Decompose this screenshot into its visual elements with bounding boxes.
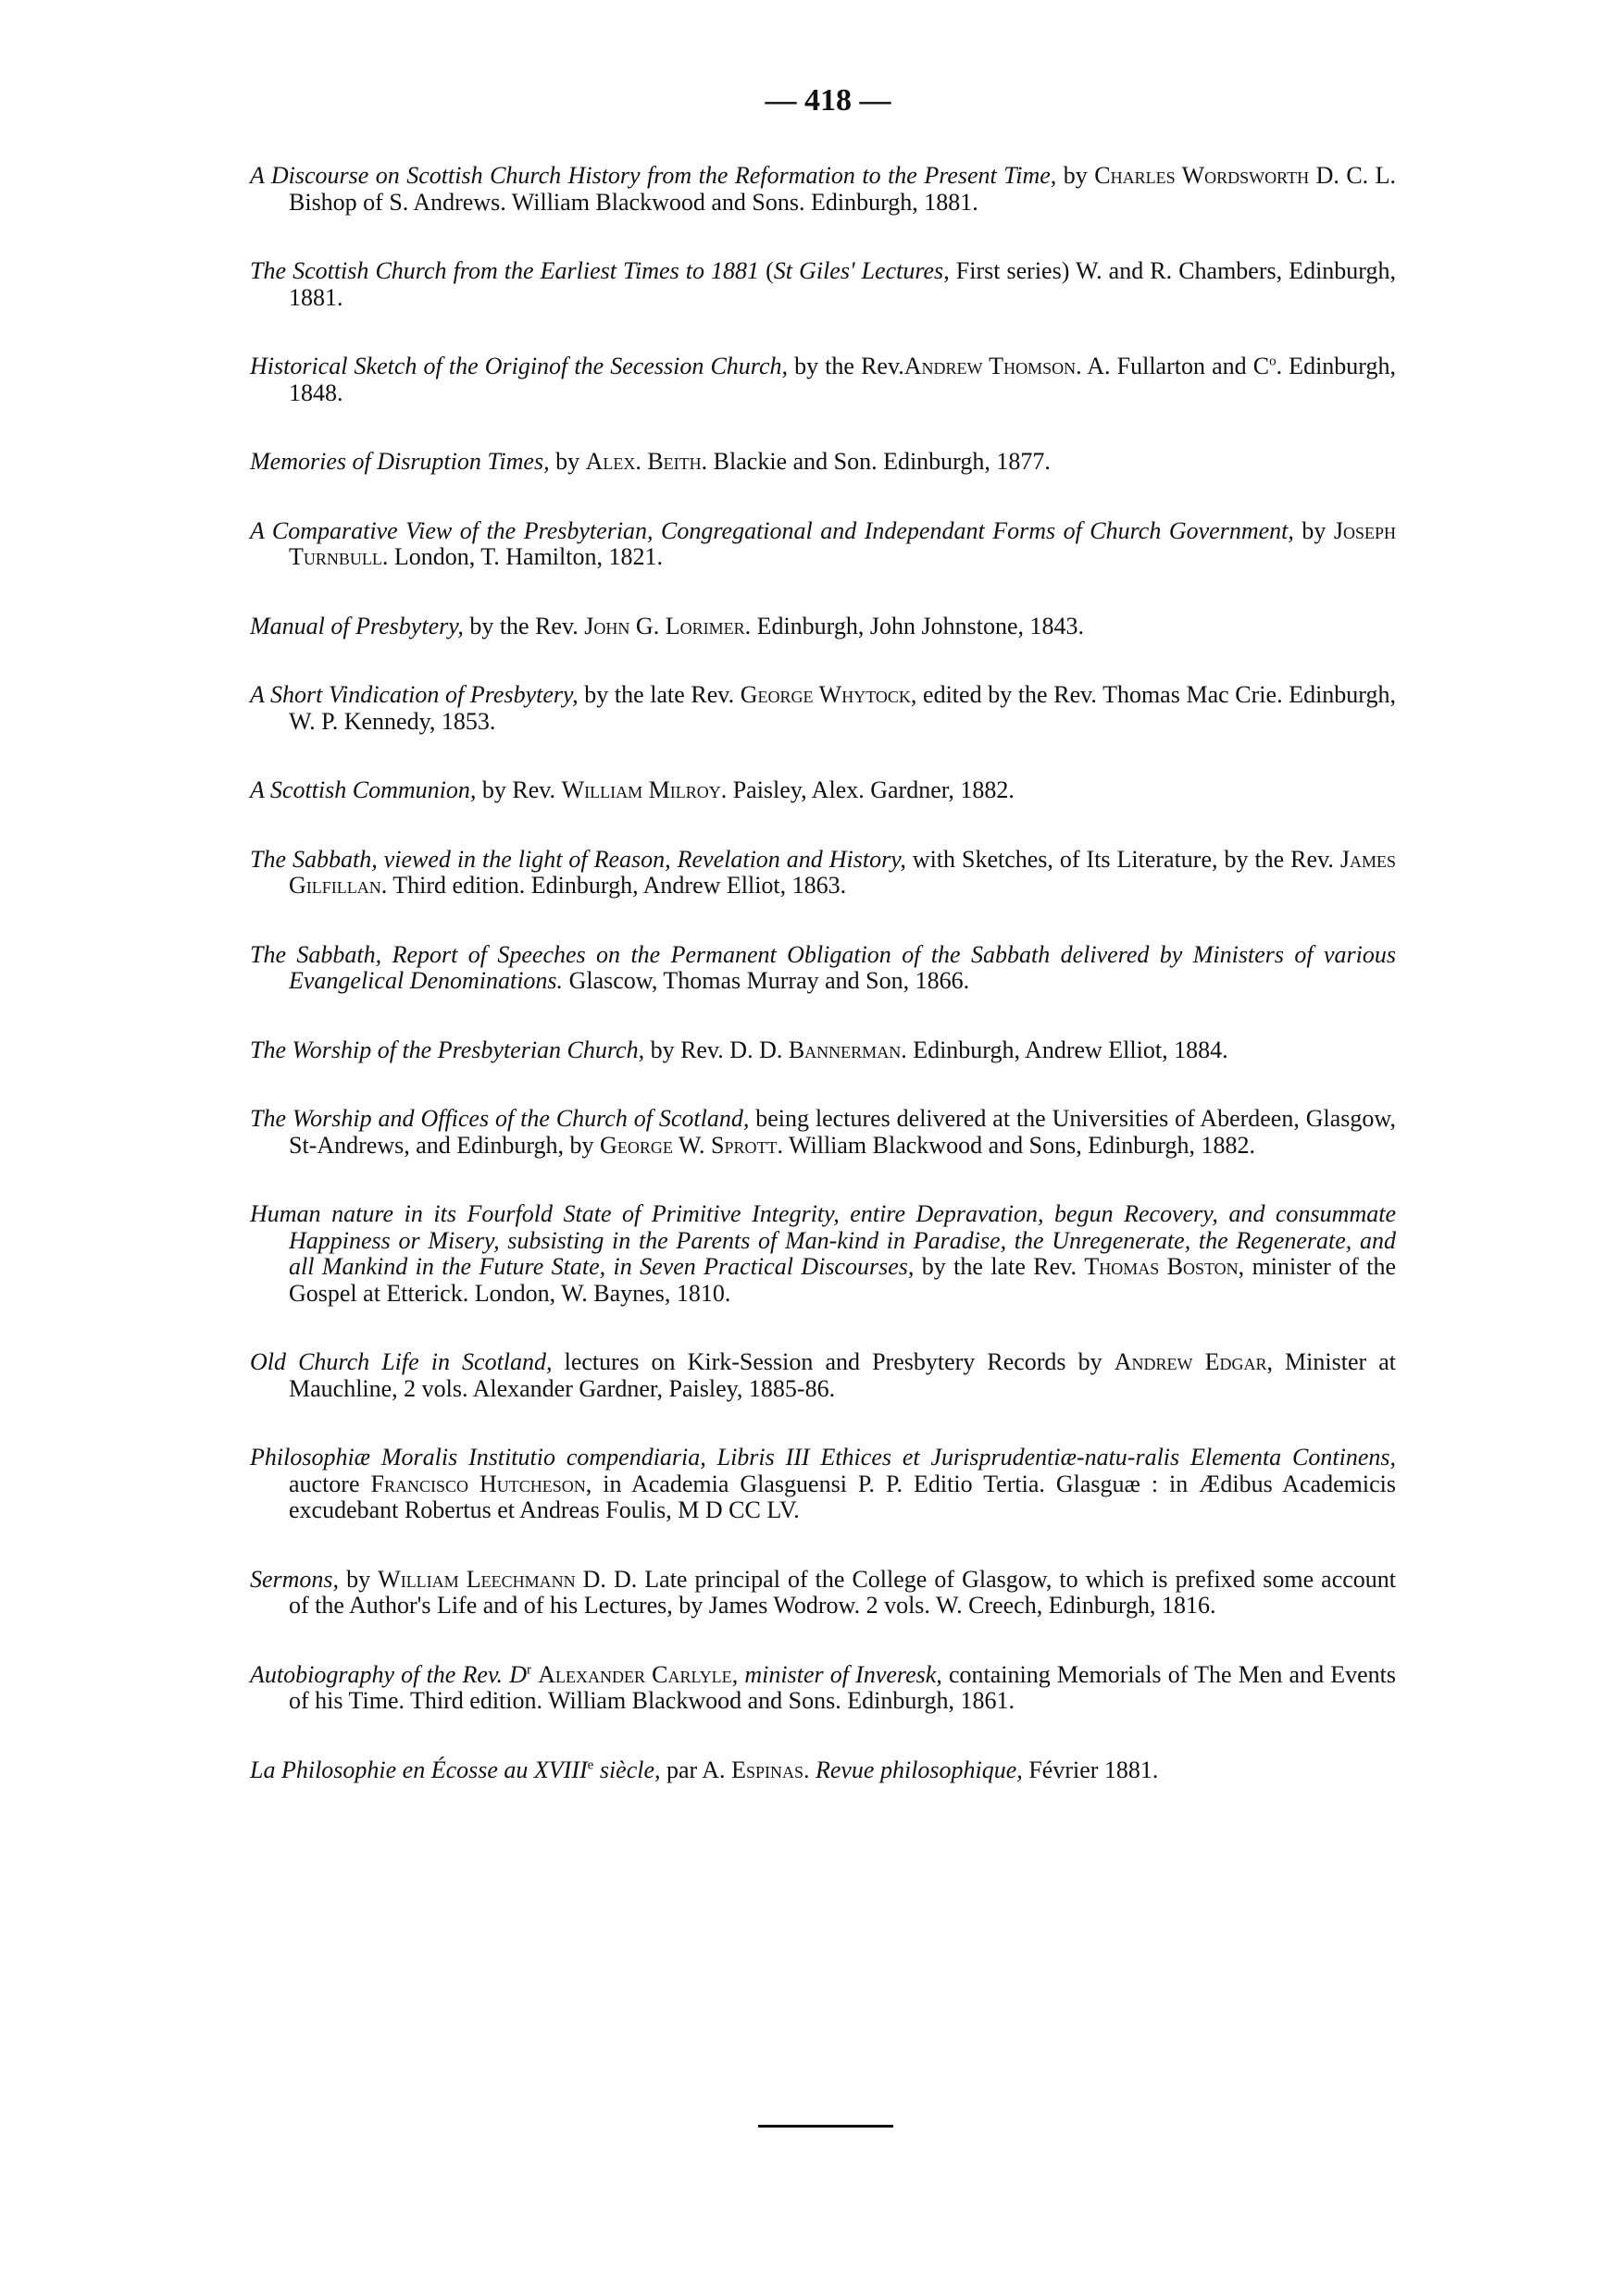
bibliography-entry xyxy=(250,1567,1396,1620)
entry-title: Revue philosophique, xyxy=(815,1756,1023,1783)
entry-title: Historical Sketch of the Originof the Secession Church, xyxy=(250,353,788,379)
entry-text: by xyxy=(339,1565,379,1593)
entry-title: Manual of Presbytery, xyxy=(250,612,464,639)
entry-text: . Blackie and Son. Edinburgh, 1877. xyxy=(701,448,1051,475)
entry-title: A Short Vindication of Presbytery, xyxy=(250,681,579,708)
entry-title: Memories of Disruption Times, xyxy=(250,448,550,475)
entry-author: Charles Wordsworth xyxy=(1094,162,1310,189)
entry-author: James Gilfillan xyxy=(289,845,1396,899)
entry-text: by xyxy=(1293,516,1334,544)
entry-author: Alex. Beith xyxy=(585,448,702,475)
entry-text: . Third edition. Edinburgh, Andrew Elliot, 1863. xyxy=(380,872,847,899)
entry-text: . Paisley, Alex. Gardner, 1882. xyxy=(720,776,1015,803)
entry-text: par A. xyxy=(660,1756,732,1783)
entry-author: John G. Lorimer xyxy=(584,612,745,639)
entry-text: . Edinburgh, Andrew Elliot, 1884. xyxy=(901,1036,1228,1063)
entry-title: Old Church Life in Scotland, xyxy=(250,1348,553,1375)
entry-text: by the Rev. xyxy=(463,612,585,639)
entry-author: George W. Sprott xyxy=(600,1131,778,1159)
bibliography-entry xyxy=(250,942,1396,995)
entry-title: The Sabbath, xyxy=(250,940,382,968)
entry-title: La Philosophie en Écosse au XVIII xyxy=(250,1756,588,1783)
entry-text xyxy=(381,941,392,968)
entry-author: Francisco Hutcheson xyxy=(370,1470,586,1497)
entry-title: Philosophiæ Moralis Institutio compendiaria, Libris III Ethices et Jurisprudentiæ-natu-ralis Elementa Continens, xyxy=(250,1444,1396,1471)
bibliography-entry xyxy=(250,777,1396,804)
bibliography-entry xyxy=(250,354,1396,406)
entry-author: William Leechmann xyxy=(378,1565,576,1593)
entry-text: by xyxy=(1056,162,1095,189)
bibliography-entry xyxy=(250,1037,1396,1064)
entry-text: , xyxy=(731,1660,745,1688)
bibliography-entry xyxy=(250,1349,1396,1402)
bibliography-entry xyxy=(250,1757,1396,1784)
superscript: e xyxy=(587,1756,594,1772)
superscript: r xyxy=(527,1661,532,1677)
entry-author: George Whytock xyxy=(740,681,911,708)
entry-text: with Sketches, of Its Literature, by the Rev. xyxy=(905,845,1340,873)
bibliography-entry xyxy=(250,1445,1396,1524)
end-rule xyxy=(758,2125,893,2128)
entry-text: by Rev. D. D. xyxy=(644,1036,789,1063)
entry-author: Andrew Thomson xyxy=(903,353,1077,379)
entry-title: Report of Speeches on the Permanent Obligation of the Sabbath delivered by Ministers of various Evangelical Denominations. xyxy=(289,940,1397,994)
entry-text: , First series) W. and R. Chambers, Edinburgh, 1881. xyxy=(289,257,1396,311)
entry-text: Glascow, Thomas Murray and Son, 1866. xyxy=(563,967,970,994)
entry-text: being lectures delivered at the Universities of Aberdeen, Glasgow, St-Andrews, and Edinburgh, by xyxy=(289,1105,1396,1159)
entry-author: Alexander Carlyle xyxy=(538,1660,732,1688)
entry-author: Andrew Edgar xyxy=(1114,1348,1267,1375)
entry-author: Espinas xyxy=(731,1756,803,1783)
entry-author: Bannerman xyxy=(788,1036,902,1063)
entry-text: , edited by the Rev. Thomas Mac Crie. Edinburgh, W. P. Kennedy, 1853. xyxy=(289,681,1396,735)
bibliography-entry xyxy=(250,258,1396,311)
entry-title: minister of Inveresk, xyxy=(744,1660,942,1688)
bibliography-entry xyxy=(250,847,1396,900)
entry-text: . London, T. Hamilton, 1821. xyxy=(381,543,663,570)
entry-text: D. D. Late principal of the College of Glasgow, to which is prefixed some account of the Author's Life and of his Lectures, by James Wodrow. 2 vols. W. Creech, Edinburgh, 1816. xyxy=(289,1565,1397,1619)
entry-text: containing Memorials of The Men and Events of his Time. Third edition. William Blackwood and Sons. Edinburgh, 1861. xyxy=(289,1660,1397,1714)
entry-text: by the Rev. xyxy=(787,353,904,379)
bibliography-entry xyxy=(250,682,1396,735)
bibliography-list xyxy=(250,163,1396,1826)
entry-title: Sermons, xyxy=(250,1565,340,1593)
entry-text: Février 1881. xyxy=(1022,1756,1159,1783)
entry-text: by the late Rev. xyxy=(914,1253,1085,1280)
entry-text: by xyxy=(549,448,586,475)
entry-text: by the late Rev. xyxy=(578,681,741,708)
entry-author: Thomas Boston xyxy=(1084,1253,1239,1280)
entry-title: A Discourse on Scottish Church History from the Reformation to the Present Time, xyxy=(250,162,1057,189)
entry-text: by Rev. xyxy=(476,776,562,803)
entry-text: , in Academia Glasguensi P. P. Editio Tertia. Glasguæ : in Ædibus Academicis excudebant Robertus et Andreas Foulis, M D CC LV. xyxy=(289,1470,1396,1523)
entry-text: , minister of the Gospel at Etterick. London, W. Baynes, 1810. xyxy=(289,1253,1396,1307)
entry-title: A Comparative View of the Presbyterian, Congregational and Independant Forms of Church Government, xyxy=(250,516,1294,544)
entry-title: The Worship and Offices of the Church of Scotland, xyxy=(250,1105,750,1132)
bibliography-entry xyxy=(250,449,1396,476)
entry-title: The Sabbath, viewed in the light of Reason, Revelation and History, xyxy=(250,845,906,873)
entry-title: The Scottish Church from the Earliest Times to 1881 xyxy=(250,257,760,284)
bibliography-entry xyxy=(250,1201,1396,1307)
bibliography-entry xyxy=(250,1662,1396,1715)
entry-text: . William Blackwood and Sons, Edinburgh, 1882. xyxy=(777,1131,1255,1159)
entry-title: A Scottish Communion, xyxy=(250,776,477,803)
entry-text: auctore xyxy=(289,1470,371,1497)
entry-text: . Edinburgh, 1848. xyxy=(289,353,1396,406)
entry-text: , Minister at Mauchline, 2 vols. Alexander Gardner, Paisley, 1885-86. xyxy=(289,1348,1396,1402)
entry-title: Autobiography of the Rev. D xyxy=(250,1660,528,1688)
entry-text: . A. Fullarton and C xyxy=(1076,353,1270,379)
entry-text: D. C. L. Bishop of S. Andrews. William Blackwood and Sons. Edinburgh, 1881. xyxy=(289,162,1397,216)
page-number: — 418 — xyxy=(765,83,891,118)
entry-title: Human nature in its Fourfold State of Primitive Integrity, entire Depravation, begun Recovery, and consummate Happiness or Misery, subsisting in the Parents of Man-kind in Paradise, the Unregenerate, the Regenerate, and all Mankind in the Future State, in Seven Practical Discourses, xyxy=(250,1200,1396,1280)
entry-title: siècle, xyxy=(593,1756,661,1783)
entry-title: The Worship of the Presbyterian Church, xyxy=(250,1036,645,1063)
superscript: o xyxy=(1269,354,1277,369)
entry-text: ( xyxy=(759,257,774,284)
entry-author: Joseph Turnbull xyxy=(289,516,1396,570)
entry-title: St Giles' Lectures xyxy=(773,257,944,284)
entry-text: . xyxy=(803,1756,816,1783)
bibliography-entry xyxy=(250,163,1396,216)
entry-text: . Edinburgh, John Johnstone, 1843. xyxy=(744,612,1084,639)
bibliography-entry xyxy=(250,1106,1396,1159)
entry-author: William Milroy xyxy=(561,776,721,803)
bibliography-entry xyxy=(250,614,1396,640)
entry-text: lectures on Kirk-Session and Presbytery Records by xyxy=(552,1348,1115,1375)
bibliography-entry xyxy=(250,518,1396,571)
